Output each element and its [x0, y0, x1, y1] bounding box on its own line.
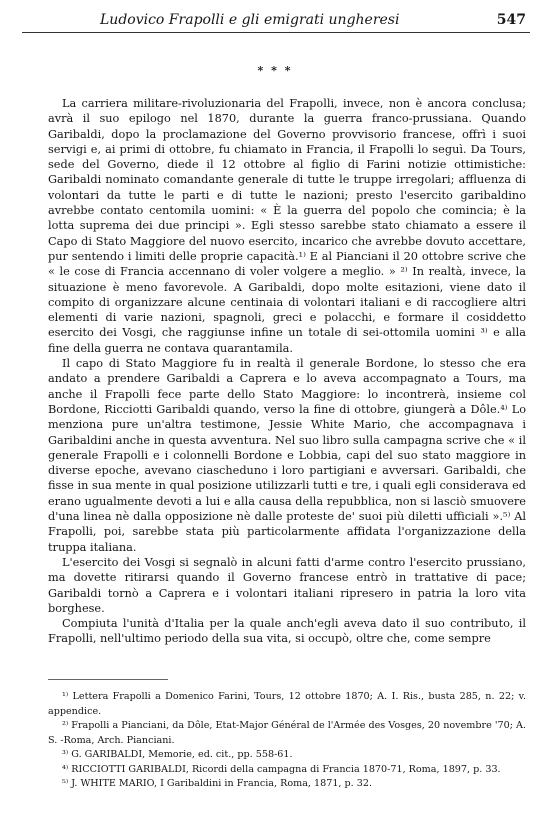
footnotes: [48, 690, 526, 792]
footnote: ¹⁾ Lettera Frapolli a Domenico Farini, Tours, 12 ottobre 1870; A. I. Ris., busta 285, n. 22; v. appendice.: [48, 691, 526, 717]
paragraph: Compiuta l'unità d'Italia per la quale anch'egli aveva dato il suo contributo, il Frapolli, nell'ultimo periodo della sua vita, si occupò, oltre che, come sempre: [48, 617, 526, 646]
main-text: [48, 96, 526, 647]
page-number: 547: [496, 12, 526, 28]
header-rule: [22, 32, 530, 33]
running-title: Ludovico Frapolli e gli emigrati ungheresi: [100, 12, 400, 28]
footnote: ²⁾ Frapolli a Pianciani, da Dôle, Etat-Major Général de l'Armée des Vosges, 20 novembre '70; A. S. -Roma, Arch. Pianciani.: [48, 720, 526, 746]
footnote-rule: [48, 679, 168, 680]
paragraph: Il capo di Stato Maggiore fu in realtà il generale Bordone, lo stesso che era andato a prendere Garibaldi a Caprera e lo aveva accompagnato a Tours, ma anche il Frapolli fece parte dello Stato Maggiore: lo incontrerà, insieme col Bordone, Ricciotti Garibaldi quando, verso la fine di ottobre, giungerà a Dôle.⁴⁾ Lo menziona pure un'altra testimone, Jessie White Mario, che accompagnava i Garibaldini anche in questa avventura. Nel suo libro sulla campagna scrive che « il generale Frapolli e i colonnelli Bordone e Lobbia, capi del suo stato maggiore in diverse epoche, avevano ciascheduno i loro partigiani e avversari. Garibaldi, che fisse in sua mente in qual posizione utilizzarli tutti e tre, i quali egli considerava ed erano ugualmente devoti a lui e alla causa della repubblica, non si lasciò smuovere d'una linea nè dalla opposizione nè dalle proteste de' suoi più diletti ufficiali ».⁵⁾ Al Frapolli, poi, sarebbe stata più particolarmente affidata l'organizzazione della truppa italiana.: [48, 357, 526, 554]
paragraph: L'esercito dei Vosgi si segnalò in alcuni fatti d'arme contro l'esercito prussiano, ma dovette ritirarsi quando il Governo francese entrò in trattative di pace; Garibaldi tornò a Caprera e i volontari italiani ripresero in patria la loro vita borghese.: [48, 555, 526, 615]
paragraph: La carriera militare-rivoluzionaria del Frapolli, invece, non è ancora conclusa; avrà il suo epilogo nel 1870, durante la guerra franco-prussiana. Quando Garibaldi, dopo la proclamazione del Governo provvisorio francese, offrì i suoi servigi e, ai primi di ottobre, fu chiamato in Francia, il Frapolli lo seguì. Da Tours, sede del Governo, diede il 12 ottobre al figlio di Farini notizie ottimistiche: Garibaldi nominato comandante generale di tutte le truppe irregolari; affluenza di volontari da tutte le parti e di tutte le nazioni; presto l'esercito garibaldino avrebbe contato centomila uomini: « È la guerra del popolo che comincia; è la lotta suprema dei due principi ». Egli stesso sarebbe stato chiamato a essere il Capo di Stato Maggiore del nuovo esercito, incarico che avrebbe dovuto accettare, pur sentendo i limiti delle proprie capacità.¹⁾ E al Pianciani il 20 ottobre scrive che « le cose di Francia accennano di voler volgere a meglio. » ²⁾ In realtà, invece, la situazione è meno favorevole. A Garibaldi, dopo molte esitazioni, viene dato il compito di organizzare alcune centinaia di volontari italiani e di raccogliere altri elementi di varie nazioni, spagnoli, greci e polacchi, e formare il cosiddetto esercito dei Vosgi, che raggiunse infine un totale di sei-ottomila uomini ³⁾ e alla fine della guerra ne contava quarantamila.: [48, 97, 526, 355]
footnote: ⁴⁾ RICCIOTTI GARIBALDI, Ricordi della campagna di Francia 1870-71, Roma, 1897, p. 33.: [62, 763, 501, 775]
footnote: ⁵⁾ J. WHITE MARIO, I Garibaldini in Francia, Roma, 1871, p. 32.: [62, 778, 373, 789]
running-header: [50, 12, 526, 30]
footnote: ³⁾ G. GARIBALDI, Memorie, ed. cit., pp. 558-61.: [62, 749, 293, 760]
section-separator: * * *: [257, 64, 293, 77]
